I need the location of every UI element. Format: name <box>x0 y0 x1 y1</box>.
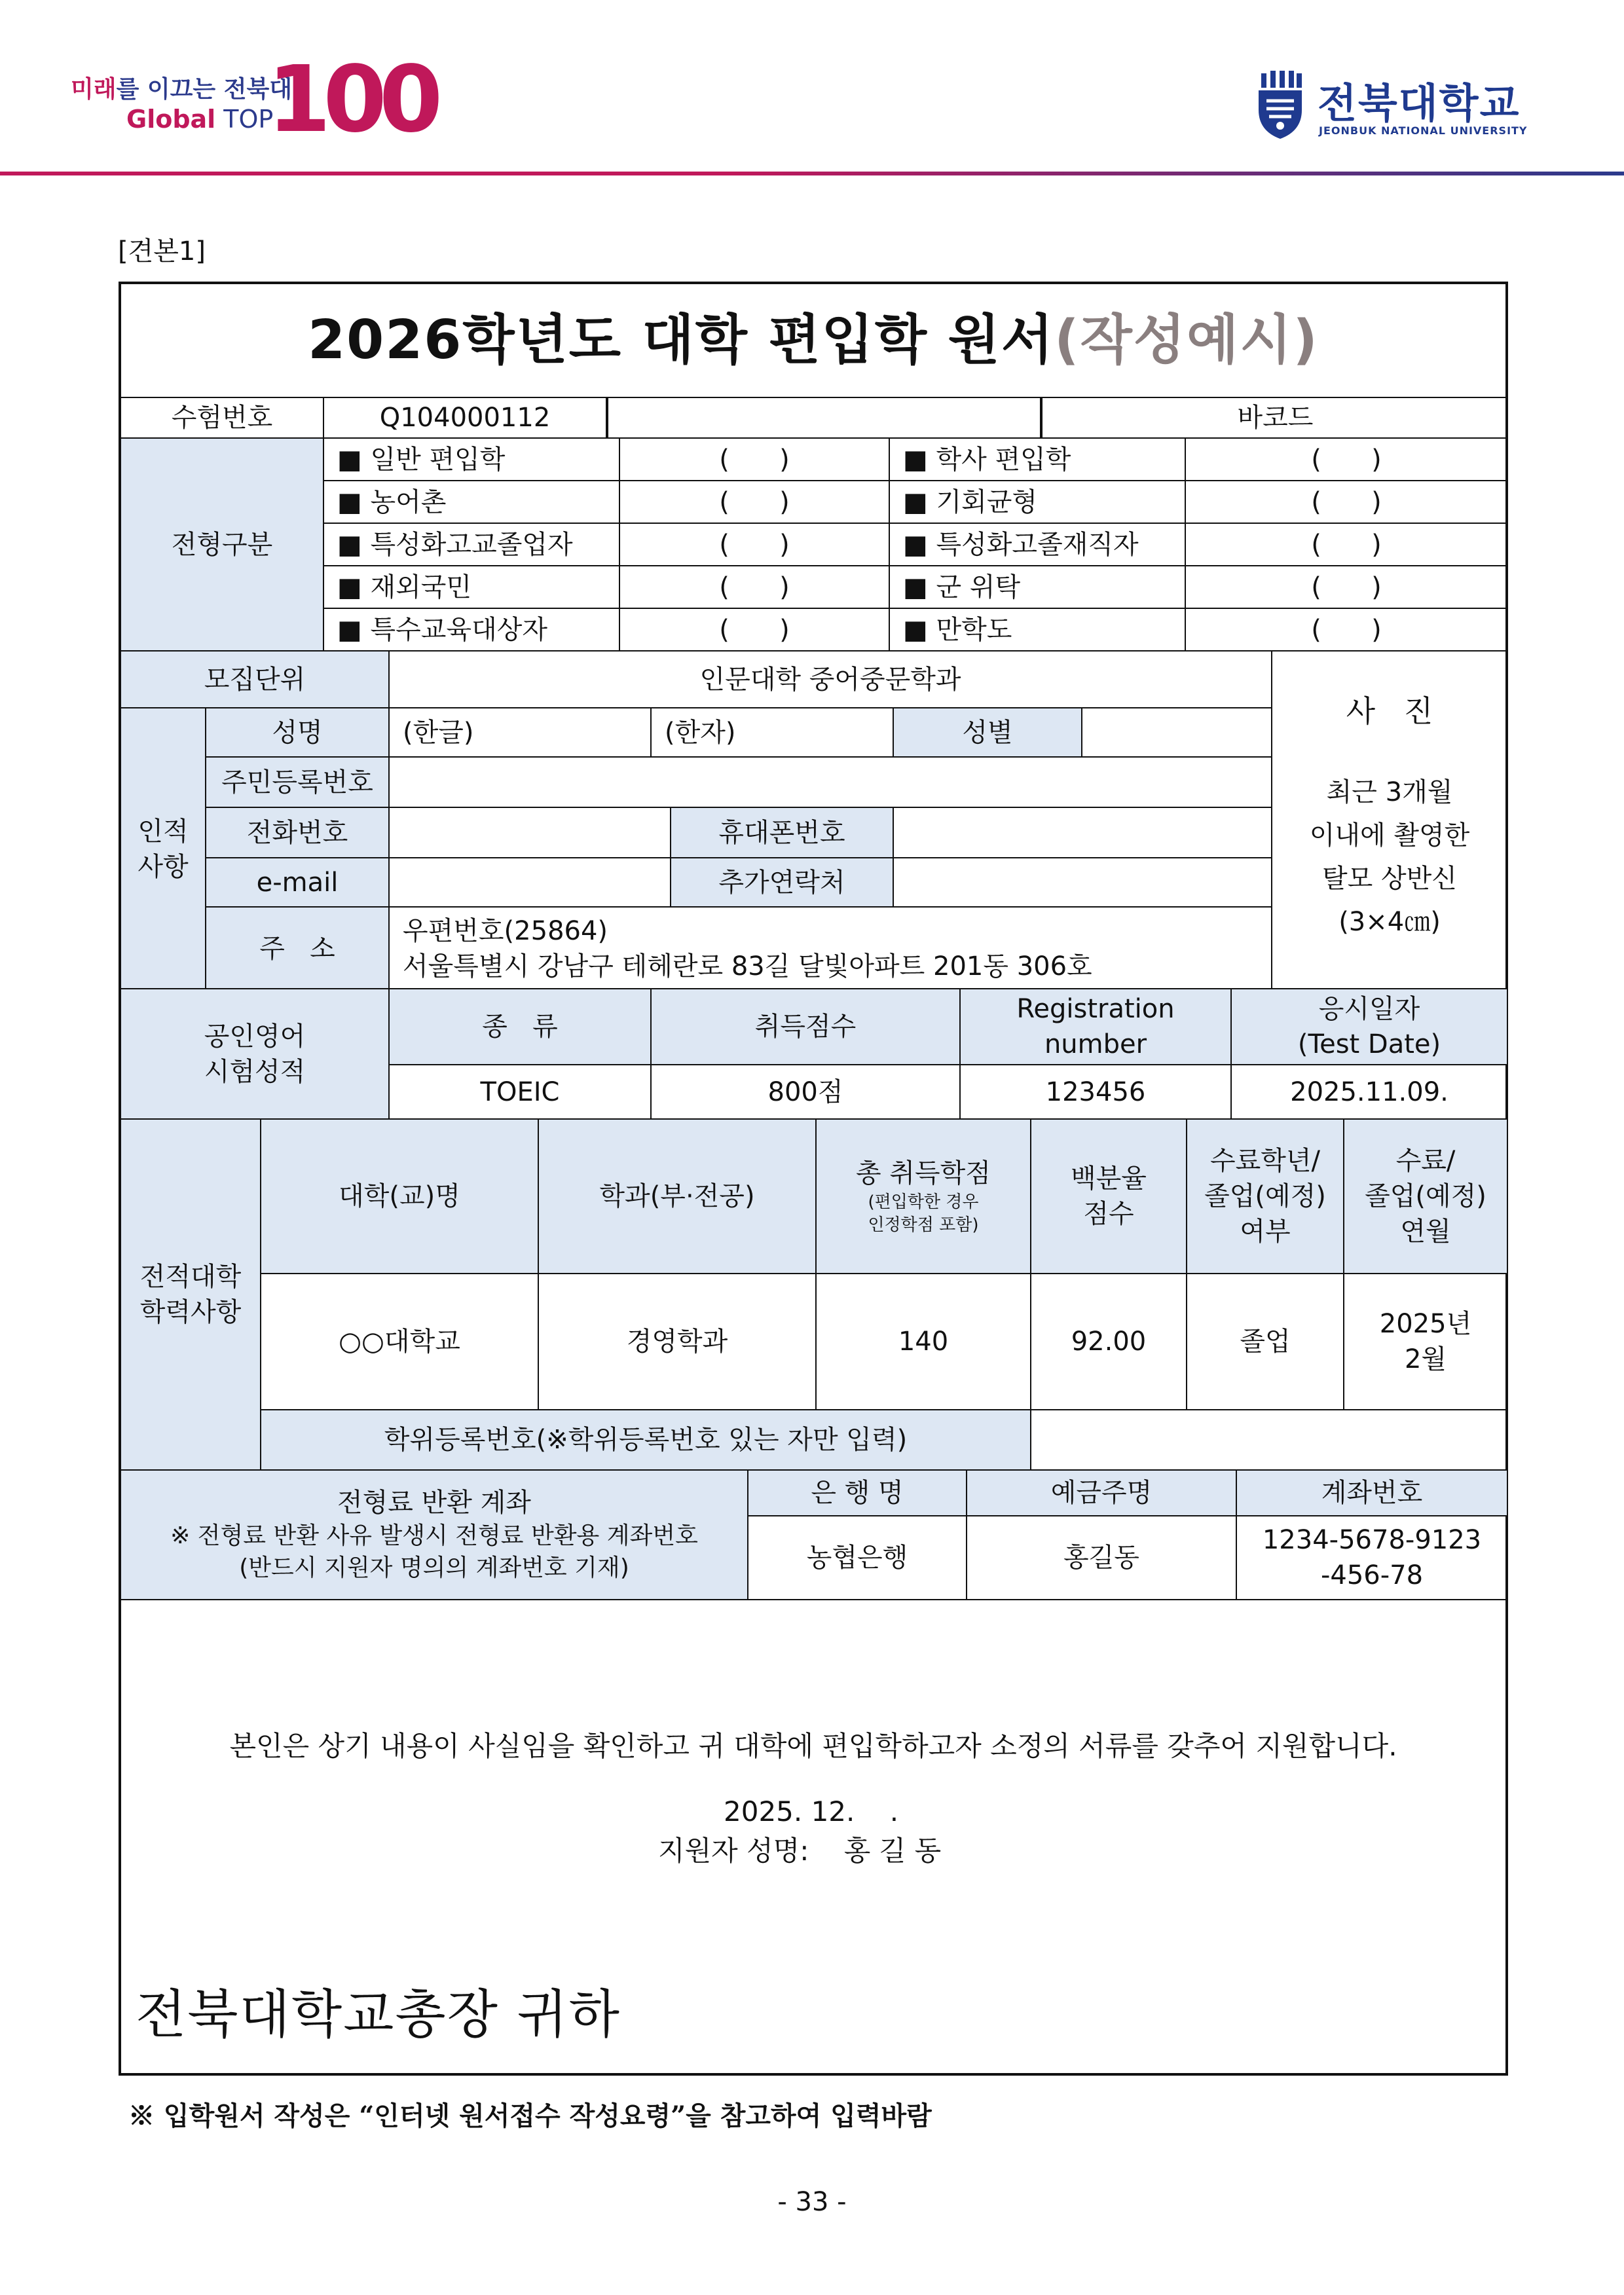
status-header-line: 여부 <box>1240 1217 1291 1247</box>
education-label <box>120 1119 261 1470</box>
admission-checkbox[interactable]: ( ) <box>1185 481 1507 523</box>
admission-checkbox[interactable]: ( ) <box>1185 608 1507 651</box>
refund-note: ※ 전형료 반환 사유 발생시 전형료 반환용 계좌번호 <box>170 1522 698 1550</box>
admission-option: ■ 농어촌 <box>323 481 619 523</box>
univ-header: 대학(교)명 <box>261 1119 538 1274</box>
english-score-header: 취득점수 <box>651 989 960 1065</box>
admission-type-label: 전형구분 <box>120 438 323 651</box>
exam-number-label: 수험번호 <box>121 398 324 437</box>
footer-note: ※ 입학원서 작성은 “인터넷 원서접수 작성요령”을 참고하여 입력바람 <box>128 2101 932 2131</box>
photo-box[interactable] <box>1272 651 1507 990</box>
refund-title: 전형료 반환 계좌 <box>337 1488 531 1518</box>
status-header-line: 수료학년/ <box>1209 1146 1321 1176</box>
email-field[interactable] <box>389 858 671 907</box>
university-emblem-icon <box>1257 71 1303 139</box>
application-form <box>119 282 1508 2076</box>
education-label-line: 전적대학 <box>139 1262 242 1292</box>
account-line: -456-78 <box>1320 1560 1424 1590</box>
page-header <box>0 0 1624 177</box>
admission-checkbox[interactable]: ( ) <box>619 566 889 608</box>
english-reg-header <box>960 989 1231 1065</box>
holder-header: 예금주명 <box>967 1470 1236 1516</box>
personal-info-table <box>120 650 1508 991</box>
applicant-signature: 지원자 성명: 홍 길 동 <box>658 1835 942 1867</box>
logo-global-top <box>126 105 273 134</box>
postal-code: 우편번호(25864) <box>403 915 608 946</box>
english-date-header-line: 응시일자 <box>1318 994 1420 1024</box>
holder-value[interactable]: 홍길동 <box>967 1516 1236 1600</box>
refund-account-table <box>120 1469 1508 1600</box>
gender-label: 성별 <box>893 708 1082 757</box>
account-value[interactable] <box>1236 1516 1507 1600</box>
photo-line: (3×4㎝) <box>1338 907 1441 938</box>
extra-contact-label: 추가연락처 <box>671 858 893 907</box>
admission-option: ■ 일반 편입학 <box>323 438 619 481</box>
email-label: e-mail <box>206 858 389 907</box>
form-title <box>121 284 1505 397</box>
admission-row <box>120 438 1507 481</box>
address-field[interactable] <box>389 907 1272 990</box>
global-top-100-logo <box>71 46 435 153</box>
admission-option: ■ 특수교육대상자 <box>323 608 619 651</box>
major-value[interactable]: 경영학과 <box>538 1274 816 1410</box>
grad-date-header-line: 연월 <box>1400 1217 1451 1247</box>
recruit-unit-label: 모집단위 <box>120 651 389 708</box>
grad-date-header-line: 졸업(예정) <box>1365 1181 1486 1211</box>
credit-header-note: (편입학한 경우 <box>868 1192 979 1212</box>
declaration-text: 본인은 상기 내용이 사실임을 확인하고 귀 대학에 편입학하고자 소정의 서류를 갖추어 지원합니다. <box>229 1730 1397 1762</box>
admission-option: ■ 재외국민 <box>323 566 619 608</box>
english-reg-header-line: Registration <box>1016 994 1175 1024</box>
personal-label-line: 사항 <box>138 851 189 882</box>
refund-note: (반드시 지원자 명의의 계좌번호 기재) <box>239 1554 629 1581</box>
english-date-header-line: (Test Date) <box>1297 1029 1441 1059</box>
university-logo <box>1257 71 1545 143</box>
english-score-table <box>120 988 1508 1120</box>
page-number: - 33 - <box>777 2187 847 2217</box>
english-type-header: 종 류 <box>389 989 651 1065</box>
grad-date-line: 2월 <box>1404 1344 1447 1374</box>
admission-option: ■ 군 위탁 <box>889 566 1185 608</box>
admission-row <box>120 523 1507 566</box>
bank-value[interactable]: 농협은행 <box>748 1516 967 1600</box>
education-label-line: 학력사항 <box>139 1297 242 1327</box>
photo-title: 사 진 <box>1346 693 1433 729</box>
mobile-field[interactable] <box>893 807 1272 858</box>
logo-slogan <box>71 71 292 104</box>
barcode-label: 바코드 <box>1040 398 1508 437</box>
mobile-label: 휴대폰번호 <box>671 807 893 858</box>
admission-checkbox[interactable]: ( ) <box>1185 438 1507 481</box>
english-type-value[interactable]: TOEIC <box>389 1065 651 1119</box>
credit-value[interactable]: 140 <box>816 1274 1031 1410</box>
rrn-field[interactable] <box>389 757 1272 807</box>
name-korean-field[interactable]: (한글) <box>389 708 651 757</box>
recruit-unit-value[interactable]: 인문대학 중어중문학과 <box>389 651 1272 708</box>
extra-contact-field[interactable] <box>893 858 1272 907</box>
credit-header-note: 인정학점 포함) <box>868 1215 979 1235</box>
english-date-value[interactable]: 2025.11.09. <box>1231 1065 1507 1119</box>
rrn-label: 주민등록번호 <box>206 757 389 807</box>
percent-header-line: 백분율 <box>1071 1164 1147 1194</box>
personal-label <box>120 708 206 990</box>
admission-row <box>120 481 1507 523</box>
english-score-value[interactable]: 800점 <box>651 1065 960 1119</box>
photo-line: 이내에 촬영한 <box>1309 820 1470 851</box>
form-title-suffix: (작성예시) <box>1054 309 1319 371</box>
admission-checkbox[interactable]: ( ) <box>1185 523 1507 566</box>
name-hanja-field[interactable]: (한자) <box>651 708 893 757</box>
english-reg-value[interactable]: 123456 <box>960 1065 1231 1119</box>
english-date-header <box>1231 989 1507 1065</box>
photo-line: 탈모 상반신 <box>1322 864 1457 894</box>
percent-header-line: 점수 <box>1083 1199 1134 1229</box>
personal-label-line: 인적 <box>138 816 189 847</box>
admission-checkbox[interactable]: ( ) <box>1185 566 1507 608</box>
credit-header <box>816 1119 1031 1274</box>
logo-top: TOP <box>215 105 274 134</box>
english-label-line: 공인영어 <box>204 1021 306 1052</box>
status-header-line: 졸업(예정) <box>1204 1181 1326 1211</box>
logo-slogan-b: 를 이끄는 전북대 <box>116 76 293 103</box>
application-date: 2025. 12. . <box>724 1795 899 1827</box>
percent-header <box>1031 1119 1187 1274</box>
education-table <box>120 1118 1508 1471</box>
refund-label <box>120 1470 748 1600</box>
sample-label: [견본1] <box>118 236 206 266</box>
account-header: 계좌번호 <box>1236 1470 1507 1516</box>
exam-number-row <box>121 397 1505 439</box>
admission-option: ■ 학사 편입학 <box>889 438 1185 481</box>
admission-option: ■ 만학도 <box>889 608 1185 651</box>
major-header: 학과(부·전공) <box>538 1119 816 1274</box>
admission-row <box>120 566 1507 608</box>
university-name: 전북대학교 <box>1318 79 1521 127</box>
admission-option: ■ 기회균형 <box>889 481 1185 523</box>
address-text: 서울특별시 강남구 테헤란로 83길 달빛아파트 201동 306호 <box>403 951 1092 982</box>
photo-line: 최근 3개월 <box>1326 777 1453 808</box>
degree-number-field[interactable] <box>1031 1410 1507 1470</box>
phone-field[interactable] <box>389 807 671 858</box>
university-name-en: JEONBUK NATIONAL UNIVERSITY <box>1319 124 1528 137</box>
admission-checkbox[interactable]: ( ) <box>619 523 889 566</box>
admission-row <box>120 608 1507 651</box>
grad-date-line: 2025년 <box>1379 1309 1472 1339</box>
logo-100: 100 <box>267 46 435 153</box>
name-label: 성명 <box>206 708 389 757</box>
admission-checkbox[interactable]: ( ) <box>619 481 889 523</box>
credit-header-line: 총 취득학점 <box>856 1158 991 1188</box>
gender-field[interactable] <box>1082 708 1272 757</box>
percent-value[interactable]: 92.00 <box>1031 1274 1187 1410</box>
admission-checkbox[interactable]: ( ) <box>619 608 889 651</box>
address-label: 주 소 <box>206 907 389 990</box>
grad-date-header-line: 수료/ <box>1395 1146 1456 1176</box>
grad-date-value[interactable] <box>1344 1274 1507 1410</box>
addressee: 전북대학교총장 귀하 <box>136 1984 621 2045</box>
phone-label: 전화번호 <box>206 807 389 858</box>
admission-checkbox[interactable]: ( ) <box>619 438 889 481</box>
account-line: 1234-5678-9123 <box>1262 1525 1482 1555</box>
status-value[interactable]: 졸업 <box>1187 1274 1344 1410</box>
admission-option: ■ 특성화고교졸업자 <box>323 523 619 566</box>
exam-number-value[interactable]: Q104000112 <box>324 398 608 437</box>
english-label-line: 시험성적 <box>204 1056 306 1087</box>
english-label <box>120 989 389 1119</box>
grad-date-header <box>1344 1119 1507 1274</box>
english-reg-header-line: number <box>1044 1029 1147 1059</box>
form-title-main: 2026학년도 대학 편입학 원서 <box>308 309 1055 371</box>
admission-type-table <box>120 437 1508 652</box>
univ-value[interactable]: ○○대학교 <box>261 1274 538 1410</box>
status-header <box>1187 1119 1344 1274</box>
header-divider <box>0 172 1624 175</box>
bank-header: 은 행 명 <box>748 1470 967 1516</box>
logo-global: Global <box>126 105 216 134</box>
logo-slogan-a: 미래 <box>71 76 117 103</box>
admission-option: ■ 특성화고졸재직자 <box>889 523 1185 566</box>
degree-number-label: 학위등록번호(※학위등록번호 있는 자만 입력) <box>261 1410 1031 1470</box>
